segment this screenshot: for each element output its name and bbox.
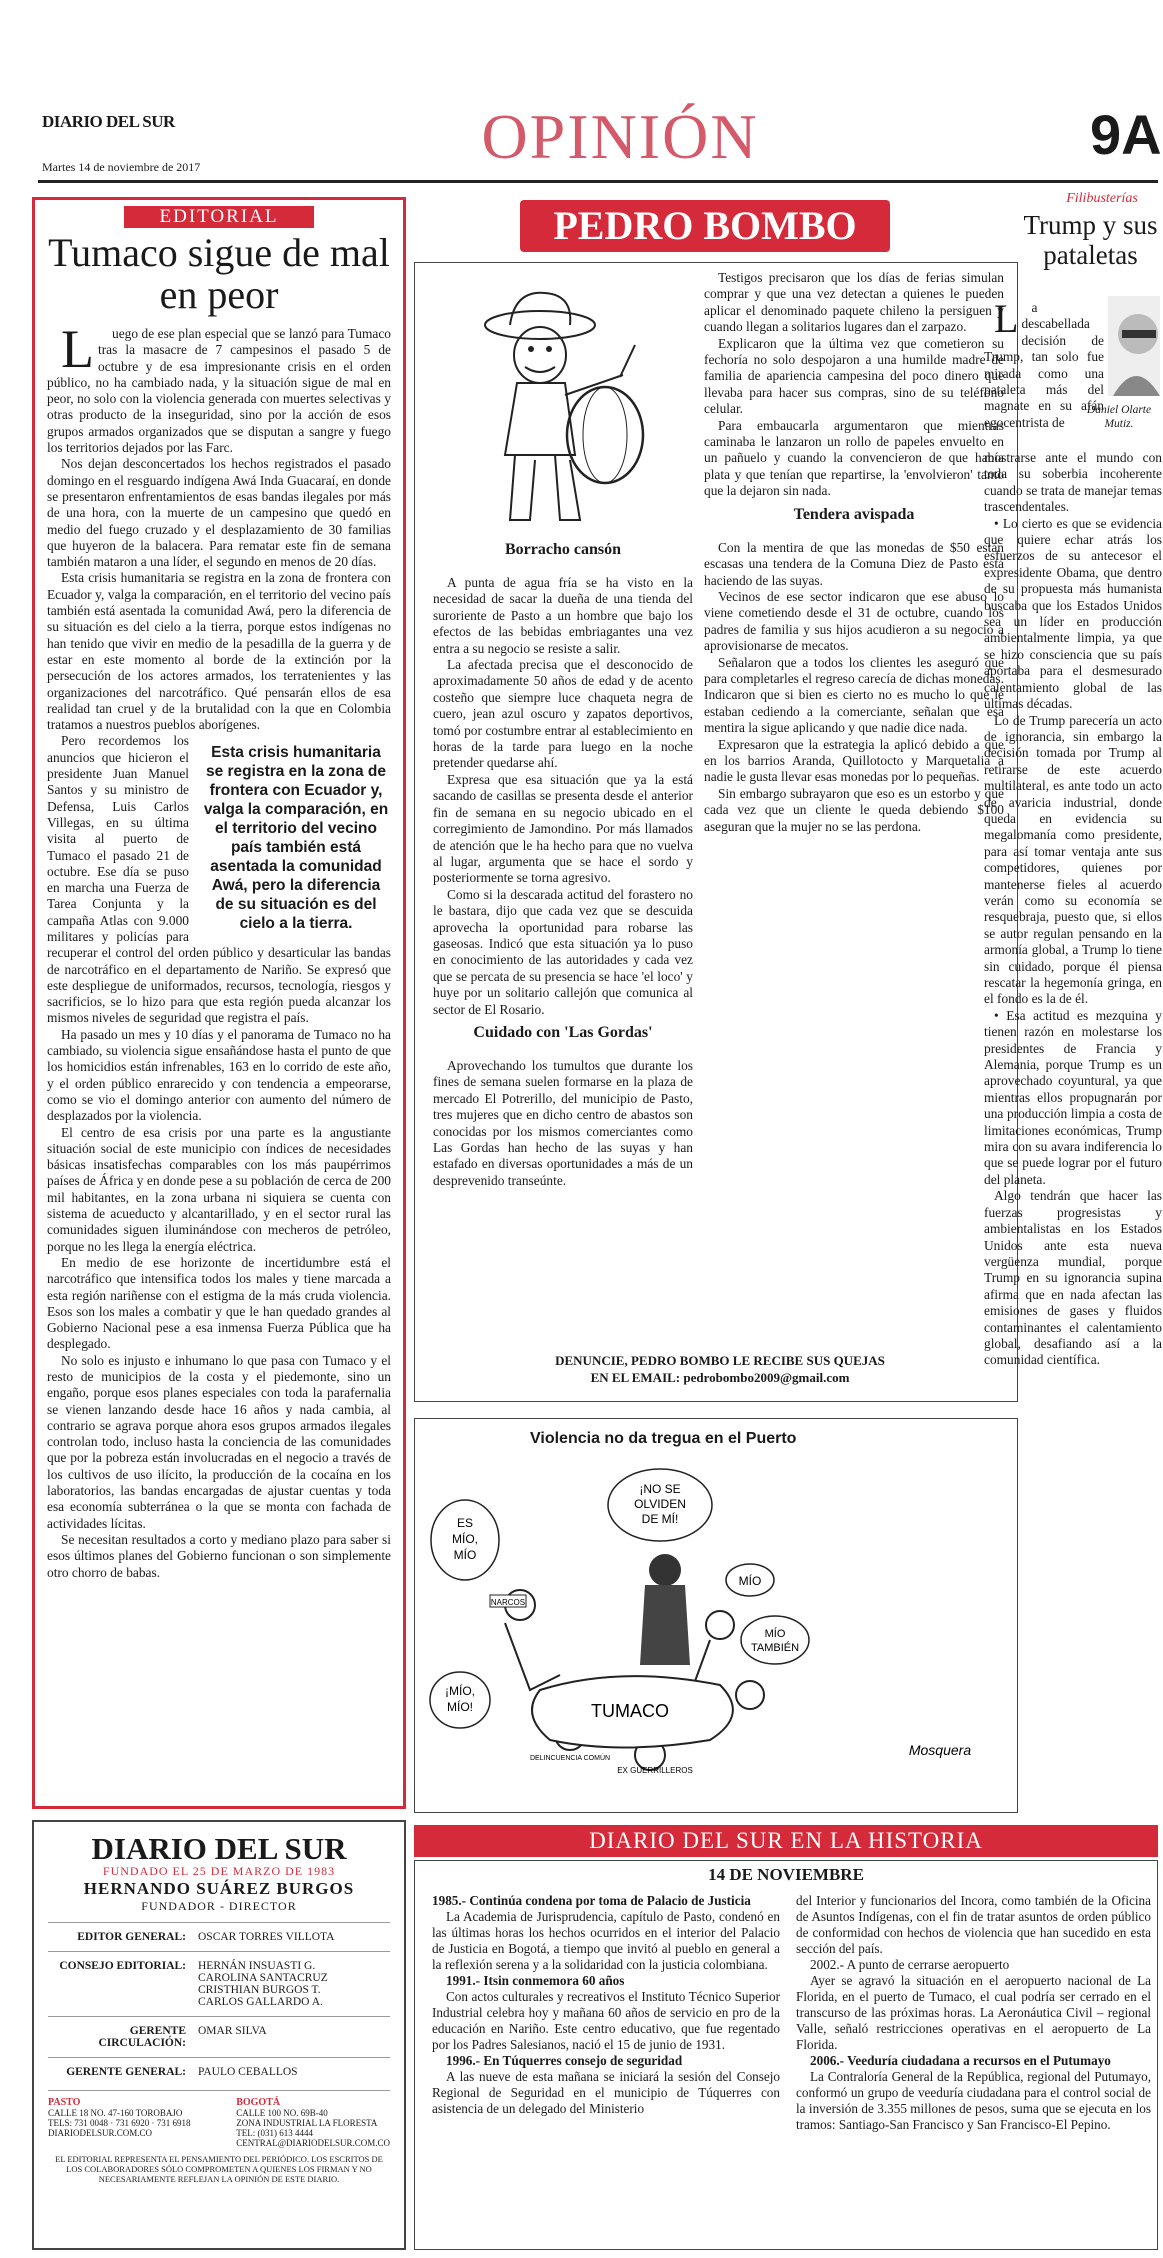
pb-paragraph: Con la mentira de que las monedas de $50 están escasas una tendera de la Comuna Diez de Pasto está haciendo de las suyas. [704, 539, 1004, 588]
staff-role-label: GERENTE CIRCULACIÓN: [98, 2025, 186, 2049]
masthead-logo: DIARIO DEL SUR [42, 112, 175, 131]
bubble-mio-tambien-2: TAMBIÉN [750, 1642, 800, 1654]
pb-paragraph: Señalaron que a todos los clientes les aseguró que para completarles el regreso carecía de dichas monedas. Indicaron que si bien es cierto no es mucho lo que le estaban cediendo a la comerciante, señalan que esa mentira la sigue aplicando y que nadie dice nada. [704, 654, 1004, 736]
pb-paragraph: Para embaucarla argumentaron que mientras caminaba le lanzaron un rollo de papeles envuelto en un pañuelo y cuando la convencieron de que había plata y que tenían que repartirse, la 'envolvieron' tanto que la dejaron sin nada. [704, 417, 1004, 499]
staff-founded: FUNDADO EL 25 DE MARZO DE 1983 [102, 1864, 336, 1878]
staff-row [48, 2016, 390, 2057]
bubble-mio-mio-1: ¡MÍO, [445, 1684, 475, 1698]
column-intro: La descabellada decisión de Trump, tan solo fue mirada como una pataleta más del magnate en su afán egocentrista de [984, 296, 1104, 430]
address-pasto-label: PASTO [48, 2097, 81, 2108]
bubble-es-mio-2: MÍO, [452, 1532, 478, 1546]
editorial-paragraph: El centro de esa crisis por una parte es la angustiante situación social de este municipio con índices de necesidades básicas insatisfechas comparables con los más paupérrimos países de África y en donde pese a su población de cerca de 200 mil habitantes, en la zona urbana ni siquiera se cuenta con sistema de acueducto y alcantarillado, y en el sector rural las comunidades siguen iluminándose con mecheros de petróleo, porque no les llega la energía eléctrica. [47, 1124, 391, 1254]
staff-role-label: EDITOR GENERAL: [77, 1931, 186, 1943]
history-column-1 [432, 1893, 780, 2117]
pb-paragraph: Expresa que esa situación que ya la está sacando de casillas se presenta desde el anterior fin de semana en su negocio ubicado en el corregimiento de Jamondino. Por más llamados de atención que le ha hecho para que no vuelva al lugar, argumenta que se hace el sordo y posteriormente se torna agresivo. [433, 771, 693, 886]
history-column-2 [796, 1893, 1151, 2133]
history-paragraph: A las nueve de esta mañana se iniciará la sesión del Consejo Regional de Seguridad en el municipio de Túquerres con asistencia de un delegado del Ministerio [432, 2069, 780, 2116]
address-bogota [236, 2097, 390, 2148]
address-bogota-text: CALLE 100 NO. 69B-40 ZONA INDUSTRIAL LA FLORESTA TEL: (031) 613 4444 CENTRAL@DIARIODELSUR.COM.CO [236, 2108, 390, 2148]
pb-paragraph: La afectada precisa que el desconocido de aproximadamente 50 años de edad y de acento costeño que siempre luce chaqueta negra de cuero, jean azul oscuro y zapatos deportivos, tomó por costumbre entrar al establecimiento en horas de la tarde para luego en la noche pretender quedarse ahí. [433, 657, 693, 771]
editorial-pull-quote: Esta crisis humanitaria se registra en la zona de frontera con Ecuador y, valga la comparación, en el territorio del vecino país también está asentada la comunidad Awá, pero la diferencia de su situación es del cielo a la tierra. [203, 744, 389, 933]
column-paragraph: • Esa actitud es mezquina y tienen razón en molestarse los presidentes de Francia y Alemania, porque Trump es un aprovechado coyuntural, ya que mientras ellos propugnarán por una producción limpia a costa de limitaciones económicas, Trump mira con su avara indiferencia lo que se puede lograr por el futuro del planeta. [984, 1007, 1162, 1187]
pb-footer-email: EN EL EMAIL: pedrobombo2009@gmail.com [590, 1370, 850, 1385]
history-paragraph: del Interior y funcionarios del Incora, como también de la Oficina de Asuntos Indígenas, con el fin de tratar asuntos de orden público de conformidad con hechos de violencia que han sucedido en esta sección del país. [796, 1893, 1151, 1956]
bubble-olviden-2: OLVIDEN [634, 1497, 686, 1511]
staff-person: OSCAR TORRES VILLOTA [198, 1931, 335, 1943]
masthead-date: Martes 14 de noviembre de 2017 [42, 160, 201, 174]
staff-row [48, 1951, 390, 2016]
bubble-es-mio-1: ES [456, 1516, 474, 1530]
editorial-paragraph: Pero recordemos los anuncios que hicieron el presidente Juan Manuel Santos y su ministro de Defensa, Luis Carlos Villegas, en su última visita al puerto de Tumaco el pasado 21 de octubre. Ese día se puso en marcha una Fuerza de Tarea Conjunta y la campaña Atlas con 9.000 militares y policías para recuperar el control del orden público y desarticular las bandas de narcotráfico en el departamento de Nariño. Se expresó que este despliegue de uniformados, recursos, tecnología, riesgos y sacrificios, se lo hizo para que esta región pueda alcanzar los mismos niveles de seguridad que registra el país. [47, 733, 391, 1026]
editorial-title: Tumaco sigue de mal en peor [48, 230, 390, 317]
author-photo [1108, 296, 1160, 396]
history-heading: 1985.- Continúa condena por toma de Palacio de Justicia [432, 1893, 751, 1908]
pb-paragraph: Aprovechando los tumultos que durante los fines de semana suelen formarse en la plaza de mercado El Potrerillo, del municipio de Pasto, tres mujeres que en dicho centro de abastos son conocidas por los mismos comerciantes como Las Gordas han hecho de las suyas y han estafado en diversas oportunidades a más de un desprevenido transeúnte. [433, 1057, 693, 1188]
staff-person: PAULO CEBALLOS [198, 2066, 298, 2078]
editorial-paragraph: En medio de ese horizonte de incertidumbre está el narcotráfico que intensifica todos los males y tiene marcada a esta región nariñense con el estigma de la más cruda violencia. Esos son los males a combatir y que le han quedado grandes al Gobierno Nacional pese a esa inmensa Fuerza Pública que ha desplegado. [47, 1254, 391, 1352]
history-heading: 1991.- Itsin conmemora 60 años [446, 1973, 625, 1988]
address-pasto [48, 2097, 191, 2148]
editorial-paragraph: Esta crisis humanitaria se registra en la zona de frontera con Ecuador y, valga la comparación, en el territorio del vecino país también está asentada la comunidad Awá, pero la diferencia de su situación es del cielo a la tierra, porque estos indígenas no han tenido que vivir en medio de la pesadilla de la guerra y de estar en este momento al borde de la extinción por la persecución de los actores armados, los terratenientes y las organizaciones del narcotráfico. Qué pensarán ellos de esa realidad tan cruel y de la brutalidad con la que en Colombia tratamos a nuestros pueblos aborígenes. [47, 570, 391, 733]
bubble-olviden-3: DE MÍ! [641, 1512, 679, 1526]
label-delincuencia: DELINCUENCIA COMÚN [529, 1755, 611, 1762]
staff-row [48, 2057, 390, 2086]
address-pasto-text: CALLE 18 NO. 47-160 TOROBAJO TELS: 731 0048 · 731 6920 · 731 6918 DIARIODELSUR.COM.CO [48, 2108, 191, 2138]
staff-row [48, 1922, 390, 1951]
staff-box [32, 1820, 406, 2250]
section-title: OPINIÓN [481, 101, 759, 172]
editorial-paragraph: No solo es injusto e inhumano lo que pasa con Tumaco y el resto de municipios de la costa y el piedemonte, sino un engaño, porque esos planes especiales con toda la parafernalia se vienen lanzando desde hace 16 años y nada cambia, al contrario se agrava porque ahora esos grupos armados ilegales controlan todo, incluso hasta la conciencia de las comunidades que por la pobreza están involucradas en el negocio a través de los cultivos de uso ilícito, la producción de la cocaína en los laboratorios, las bandas encargadas de ajustar cuentas y toda esa economía subterránea o la que se monta con fachada de actividades lícitas. [47, 1352, 391, 1531]
history-paragraph: Con actos culturales y recreativos el Instituto Técnico Superior Industrial celebra hoy y mañana 60 años de servicio en pro de la educación en Nariño. Este centro educativo, que fue regentado por los Padres Salesianos, nació el 15 de junio de 1931. [432, 1989, 780, 2052]
pb-paragraph: Sin embargo subrayaron que eso es un estorbo y que cada vez que un cliente le queda debiendo $100 aseguran que la mujer no se las perdona. [704, 785, 1004, 834]
editorial-paragraph: Nos dejan desconcertados los hechos registrados el pasado domingo en el resguardo indígena Awá Inda Guacaraí, en donde se presentaron enfrentamientos de esas bandas ilegales por más de una hora, con la muerte de un campesino que quedó en medio del fuego cruzado y el desplazamiento de 30 familias que huyeron de la balacera. Para rematar este fin de semana también mataron a una líder, el segundo en menos de 20 días. [47, 456, 391, 570]
editorial-paragraph: Se necesitan resultados a corto y mediano plazo para saber si esos últimos planes del Gobierno funcionan o son simplemente otro chorro de babas. [47, 1531, 391, 1580]
pb-paragraph: Vecinos de ese sector indicaron que ese abuso lo viene cometiendo desde el 31 de octubre, cuando los padres de familia y sus hijos acudieron a su negocio a aprovisionarse de mecatos. [704, 588, 1004, 654]
address-bogota-label: BOGOTÁ [236, 2097, 281, 2108]
cartoon-title: Violencia no da tregua en el Puerto [530, 1430, 797, 1447]
pedro-bombo-column-2 [704, 270, 1004, 835]
pb-heading: Borracho cansón [505, 541, 621, 558]
pb-paragraph: Como si la descarada actitud del forastero no le bastara, dijo que cada vez que se descuida aprovecha la oportunidad para robarse las gaseosas. Indicó que esta situación ya lo puso en conocimiento de las autoridades y cada vez que se percata de su presencia se hace 'el loco' y huye por un solitario callejón que comunica al sector de El Rosario. [433, 886, 693, 1017]
masthead-rule [38, 180, 1158, 183]
editorial-paragraph: Luego de ese plan especial que se lanzó para Tumaco tras la masacre de 7 campesinos el pasado 5 de octubre y de esa impresionante crisis en el orden público, no ha cambiado nada, y la situación sigue de mal en peor, no solo con la violencia generada con muertes selectivas y otras producto de la inseguridad, sino por la acción de esos grupos armados organizados que se disputan a sangre y fuego los territorios dejados por las Farc. [47, 319, 391, 456]
history-paragraph: La Academia de Jurisprudencia, capítulo de Pasto, condenó en las últimas horas los hechos ocurridos en el interior del Palacio de Justicia en Bogotá, a tiempo que invitó al pueblo en general a la reflexión serena y a la solidaridad con la justicia colombiana. [432, 1909, 780, 1972]
history-paragraph: 2002.- A punto de cerrarse aeropuerto [810, 1957, 1010, 1972]
editorial-body [47, 319, 391, 1581]
staff-role-label: GERENTE GENERAL: [66, 2066, 186, 2078]
history-paragraph: La Contraloría General de la República, regional del Putumayo, conformó un grupo de veeduría ciudadana para el control social de la inversión de 3.355 millones de pesos, suma que se ejecuta en los tramos: Santiago-San Francisco y San Francisco-El Pepino. [796, 2069, 1151, 2132]
column-paragraph: • Lo cierto es que se evidencia que quiere echar atrás los esfuerzos de su antecesor el expresidente Obama, que dentro de su propuesta más humanista buscaba que los Estados Unidos sea un líder en producción ambientalmente limpia, ya que se hizo consciencia que su país aportaba para el desmesurado calentamiento global de las últimas décadas. [984, 515, 1162, 712]
label-narcos: NARCOS [490, 1598, 526, 1607]
editorial-box [32, 197, 406, 1809]
staff-person: HERNÁN INSUASTI G. CAROLINA SANTACRUZ CRISTHIAN BURGOS T. CARLOS GALLARDO A. [198, 1960, 328, 2008]
pedro-bombo-footer [430, 1352, 1010, 1386]
pb-paragraph: Explicaron que la última vez que cometieron su fechoría no solo despojaron a una humilde madre de familia de apariencia campesina del poco dinero que llevaba para hacer sus compras, sino de su teléfono celular. [704, 335, 1004, 417]
column-body [984, 450, 1162, 1369]
author-caption: Daniel Olarte Mutiz. [1086, 404, 1152, 430]
column-kicker: Filibusterías [1066, 191, 1138, 206]
column-title: Trump y sus pataletas [1023, 210, 1158, 270]
staff-director: HERNANDO SUÁREZ BURGOS [83, 1879, 355, 1898]
editorial-paragraph: Ha pasado un mes y 10 días y el panorama de Tumaco no ha cambiado, su violencia sigue ensañándose hasta el punto de que los homicidios están infrenables, 163 en lo corrido de este año, y el orden público enrarecido y con tendencia a empeorarse, como se vio el domingo anterior con aumento del número de desplazados por la violencia. [47, 1026, 391, 1124]
bubble-es-mio-3: MÍO [453, 1548, 477, 1562]
pb-heading: Cuidado con 'Las Gordas' [473, 1023, 653, 1041]
history-bar: DIARIO DEL SUR EN LA HISTORIA [414, 1825, 1158, 1857]
drummer-illustration [455, 285, 670, 535]
pb-footer-line: DENUNCIE, PEDRO BOMBO LE RECIBE SUS QUEJAS [555, 1353, 885, 1368]
staff-person: OMAR SILVA [198, 2025, 267, 2037]
bubble-mio-tambien-1: MÍO [764, 1628, 786, 1640]
page-number: 9A [1090, 103, 1162, 166]
cartoon-signature: Mosquera [908, 1742, 972, 1758]
bubble-olviden-1: ¡NO SE [639, 1482, 681, 1496]
bubble-mio: MÍO [738, 1574, 762, 1588]
cartoon-illustration [420, 1455, 1010, 1807]
label-ex-guerrilleros: EX GUERRILLEROS [617, 1766, 693, 1775]
pedro-bombo-tag: PEDRO BOMBO [520, 200, 890, 252]
label-tumaco: TUMACO [591, 1701, 669, 1721]
column-paragraph: mostrarse ante el mundo con toda su soberbia incoherente cuando se trata de manejar temas trascendentales. [984, 450, 1162, 515]
pb-heading: Tendera avispada [793, 505, 915, 523]
history-heading: 2006.- Veeduría ciudadana a recursos en el Putumayo [810, 2053, 1111, 2068]
staff-director-role: FUNDADOR - DIRECTOR [141, 1899, 297, 1913]
column-paragraph: Lo de Trump parecería un acto de ignorancia, sin embargo la decisión tomada por Trump al retirarse de este acuerdo multilateral, es ante todo un acto de avaricia industrial, donde queda en evidencia su megalomanía como presidente, para así tomar ventaja ante sus competidores, quienes por mantenerse fieles al acuerdo verán como su economía se resquebraja, puesto que, si ellos se autor regulan pensando en la armonía global, a Trump lo tiene sin cuidado, porque él piensa rescatar la hegemonía gringa, en el fondo es la de él. [984, 712, 1162, 1007]
pb-paragraph: Testigos precisaron que los días de ferias simulan comprar y que una vez detectan a quienes le pueden aplicar el denominado paquete chileno la persiguen y cuando llegan a solitarios lugares dan el zarpazo. [704, 270, 1004, 335]
staff-logo: DIARIO DEL SUR [91, 1831, 347, 1866]
staff-addresses [48, 2090, 390, 2148]
staff-role-label: CONSEJO EDITORIAL: [59, 1960, 186, 1972]
pb-paragraph: Expresaron que la estrategia la aplicó debido a que en los barrios Aranda, Quillotocto y Marquetalia a nadie le gusta llevar esas monedas por lo pequeñas. [704, 736, 1004, 785]
column-paragraph: Algo tendrán que hacer las fuerzas progresistas y ambientalistas en los Estados Unidos ante esta nueva vergüenza mundial, porque Trump en su ignorancia supina afirma que en nada afectan las emisiones de gases y fluidos contaminantes el calentamiento global, desafiando así a la comunidad científica. [984, 1188, 1162, 1368]
staff-disclaimer: EL EDITORIAL REPRESENTA EL PENSAMIENTO DEL PERIÓDICO. LOS ESCRITOS DE LOS COLABORADORES SÓLO COMPROMETEN A QUIENES LOS FIRMAN Y NO NECESARIAMENTE REFLEJAN LA OPINIÓN DE ESTE DIARIO. [55, 2154, 383, 2184]
bubble-mio-mio-2: MÍO! [447, 1700, 473, 1714]
pedro-bombo-column-1 [433, 535, 693, 1189]
editorial-tag: EDITORIAL [124, 206, 314, 228]
history-paragraph: Ayer se agravó la situación en el aeropuerto nacional de La Florida, en el puerto de Tumaco, el cual podría ser cerrado en el transcurso de las próximas horas. La Aeronáutica Civil – regional Valle, señaló restricciones operativas en el aeropuerto de La Florida. [796, 1973, 1151, 2052]
history-date: 14 DE NOVIEMBRE [708, 1865, 864, 1884]
history-heading: 1996.- En Túquerres consejo de seguridad [446, 2053, 683, 2068]
pb-paragraph: A punta de agua fría se ha visto en la necesidad de sacar la dueña de una tienda del suroriente de Pasto a un hombre que bajo los efectos de las bebidas embriagantes una vez entra a su negocio se resiste a salir. [433, 575, 693, 656]
